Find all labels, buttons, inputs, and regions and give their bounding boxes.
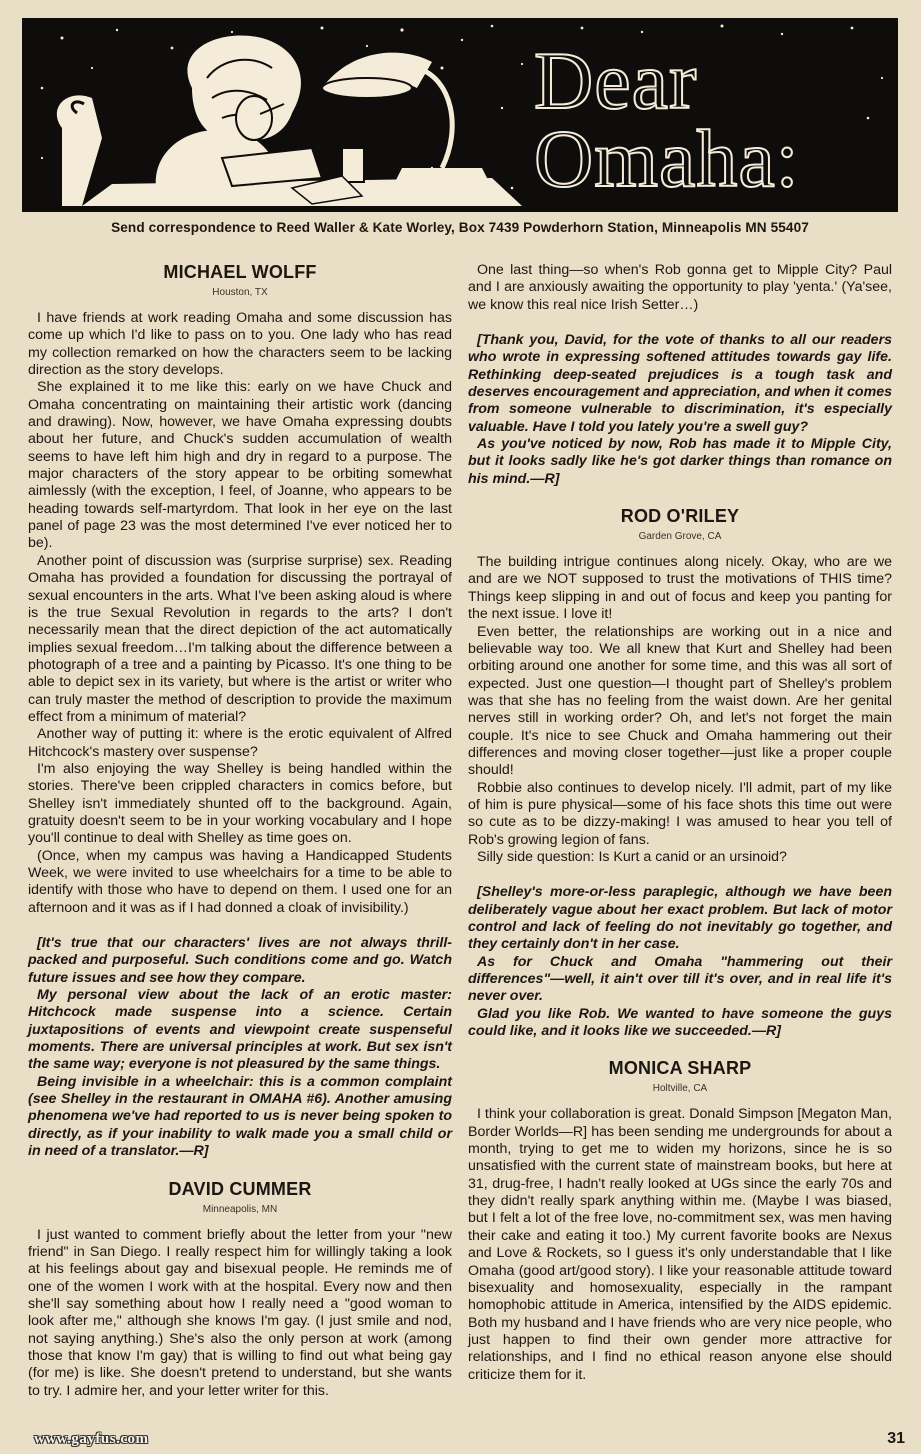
- letter-location: Houston, TX: [212, 287, 268, 298]
- letter-paragraph: Another point of discussion was (surprise surprise) sex. Reading Omaha has provided a foundation for discussing the portrayal of sexual encounters in the arts. What I've been asking aloud is where is the true Sexual Revolution in regards to the arts? I don't necessarily mean that the direct depiction of the act automatically implies sexual freedom…I'm talking about the difference between a photograph of a tree and a painting by Picasso. It's one thing to be able to depict sex in its variety, but where is the artist or writer who can truly master the method of description to provide the maximum effect from a minimum of material?: [28, 552, 452, 725]
- letter-paragraph: (Once, when my campus was having a Handicapped Students Week, we were invited to use wheelchairs for a time to be able to identify with those who have to depend on them. I used one for an afternoon and it was as if I had donned a cloak of invisibility.): [28, 847, 452, 916]
- left-column: [28, 262, 452, 1400]
- letter-paragraph: I have friends at work reading Omaha and some discussion has come up which I'd like to pass on to you. One lady who has read my collection remarked on how the characters seem to be lacking direction as the story develops.: [28, 310, 452, 379]
- editor-reply: Being invisible in a wheelchair: this is a common complaint (see Shelley in the restaurant in OMAHA #6). Another amusing phenomena we've had reported to us is never being spoken to directly, as if your inability to walk made you a small child or in need of a translator.—R]: [28, 1073, 452, 1160]
- page-title: [534, 35, 894, 204]
- correspondence-address: Send correspondence to Reed Waller & Kate Worley, Box 7439 Powderhorn Station, Minneapolis MN 55407: [111, 220, 809, 235]
- editor-reply: As for Chuck and Omaha "hammering out their differences"—well, it ain't over till it's over, and in real life it's never over.: [468, 953, 892, 1005]
- letter-author: ROD O'RILEY: [620, 506, 740, 527]
- letter-paragraph: One last thing—so when's Rob gonna get to Mipple City? Paul and I are anxiously awaiting the opportunity to play 'yenta.' (Ya'see, we know this real nice Irish Setter…): [468, 262, 892, 313]
- letter-author: MONICA SHARP: [608, 1058, 752, 1079]
- letter-paragraph: I'm also enjoying the way Shelley is being handled within the stories. There've been crippled characters in comics before, but Shelley isn't immediately shunted off to the background. Again, gratuity doesn't seem to be in your working vocabulary and I hope you'll continue to deal with Shelley as time goes on.: [28, 760, 452, 847]
- letter-paragraph: Silly side question: Is Kurt a canid or an ursinoid?: [477, 848, 787, 865]
- page-number: 31: [887, 1430, 905, 1447]
- title-line-2: Omaha:: [534, 113, 800, 204]
- editor-reply: [Thank you, David, for the vote of thanks to all our readers who wrote in expressing softened attitudes towards gay life. Rethinking deep-seated prejudices is a tough task and deserves encouragement and appreciation, and when it comes from someone vulnerable to discrimination, it's especially valuable. Have I told you lately you're a swell guy?: [468, 332, 892, 435]
- letter-location: Holtville, CA: [652, 1083, 708, 1095]
- letter-location: Garden Grove, CA: [638, 531, 722, 543]
- letter-author: DAVID CUMMER: [168, 1178, 312, 1199]
- letter-paragraph: The building intrigue continues along nicely. Okay, who are we and are we NOT supposed to trust the motivations of THIS time? Things keep slipping in and out of focus and keep you panting for the next issue. I love it!: [468, 554, 892, 623]
- letter-location: Minneapolis, MN: [202, 1203, 278, 1215]
- editor-reply: [It's true that our characters' lives are not always thrill-packed and purposeful. Such conditions come and go. Watch future issues and see how they compare.: [28, 935, 452, 986]
- letter-paragraph: Robbie also continues to develop nicely. I'll admit, part of my like of him is pure physical—some of his face shots this time out were so cute as to be dizzy-making! I was amused to hear you tell of Rob's growing legion of fans.: [468, 779, 892, 848]
- title-line-1: Dear: [534, 35, 698, 126]
- watermark: www.gayfus.com: [34, 1431, 149, 1447]
- letter-author: MICHAEL WOLFF: [163, 262, 317, 282]
- letter-paragraph: I think your collaboration is great. Donald Simpson [Megaton Man, Border Worlds—R] has been sending me undergrounds for about a month, trying to get me to widen my horizons, since he is so unsatisfied with the current state of mainstream books, but here at 31, drug-free, I hadn't really looked at UGs since the early 70s and they didn't really spark anything within me. (Maybe I was biased, but I felt a lot of the free love, no-commitment sex, was men having their cake and eating it too.) My current favorite books are Nexus and Love & Rockets, so I guess it's only understandable that I like Omaha (good art/good story). I like your reasonable attitude toward bisexuality and homosexuality, especially in the rampant homophobic attitude in America, intensified by the AIDS epidemic. Both my husband and I have friends who are very nice people, who just happen to find their own gender more attractive for relationships, and I find no ethical reason anyone else should criticize them for it.: [468, 1106, 892, 1383]
- editor-reply: My personal view about the lack of an erotic master: Hitchcock made suspense into a science. Certain juxtapositions of events and viewpoint create suspenseful moments. There are universal principles at work. But sex isn't the same way; everyone is not pleasured by the same things.: [28, 987, 452, 1073]
- letter-paragraph: Another way of putting it: where is the erotic equivalent of Alfred Hitchcock's mastery over suspense?: [28, 726, 452, 760]
- editor-reply: As you've noticed by now, Rob has made it to Mipple City, but it looks sadly like he's got darker things than romance on his mind.—R]: [468, 436, 892, 487]
- letter-paragraph: Even better, the relationships are working out in a nice and believable way too. We all knew that Kurt and Shelley had been orbiting around one another for some time, and this was all sort of expected. Just one question—I thought part of Shelley's problem was that she has no feeling from the waist down. Are her genital nerves still in working order? Oh, and let's not forget the main couple. It's nice to see Chuck and Omaha hammering out their differences and moving closer together—just like a proper couple should!: [468, 623, 892, 779]
- right-column: [468, 262, 892, 1384]
- header-banner: [22, 18, 898, 212]
- letter-paragraph: I just wanted to comment briefly about the letter from your "new friend" in San Diego. I really respect him for willingly taking a look at his feelings about gay and bisexual people. He reminds me of one of the women I work with at the hospital. Every now and then she'll say something about how I really need a "good woman to look after me," although she knows I'm gay. (I just smile and nod, not saying anything.) She's also the only person at work (among those that know I'm gay) that is willing to find out what being gay (for me) is like. She doesn't pretend to understand, but she wants to try. I admire her, and your letter writer for this.: [28, 1226, 452, 1399]
- editor-reply: [Shelley's more-or-less paraplegic, although we have been deliberately vague about her exact problem. But lack of motor control and lack of feeling do not inevitably go together, and they certainly don't in her case.: [468, 884, 892, 953]
- letter-paragraph: She explained it to me like this: early on we have Chuck and Omaha concentrating on maintaining their artistic work (dancing and drawing). Now, however, we have Omaha expressing doubts about her future, and Chuck's sudden accumulation of wealth seems to have left him high and dry in regard to a purpose. The major characters of the story appear to be orbiting somewhat aimlessly (with the exception, I feel, of Joanne, who appears to be heading towards self-martyrdom. That look in her eye on the last panel of page 23 was the most determined I've ever noticed her to be).: [28, 379, 452, 552]
- editor-reply: Glad you like Rob. We wanted to have someone the guys could like, and it looks like we succeeded.—R]: [468, 1005, 892, 1040]
